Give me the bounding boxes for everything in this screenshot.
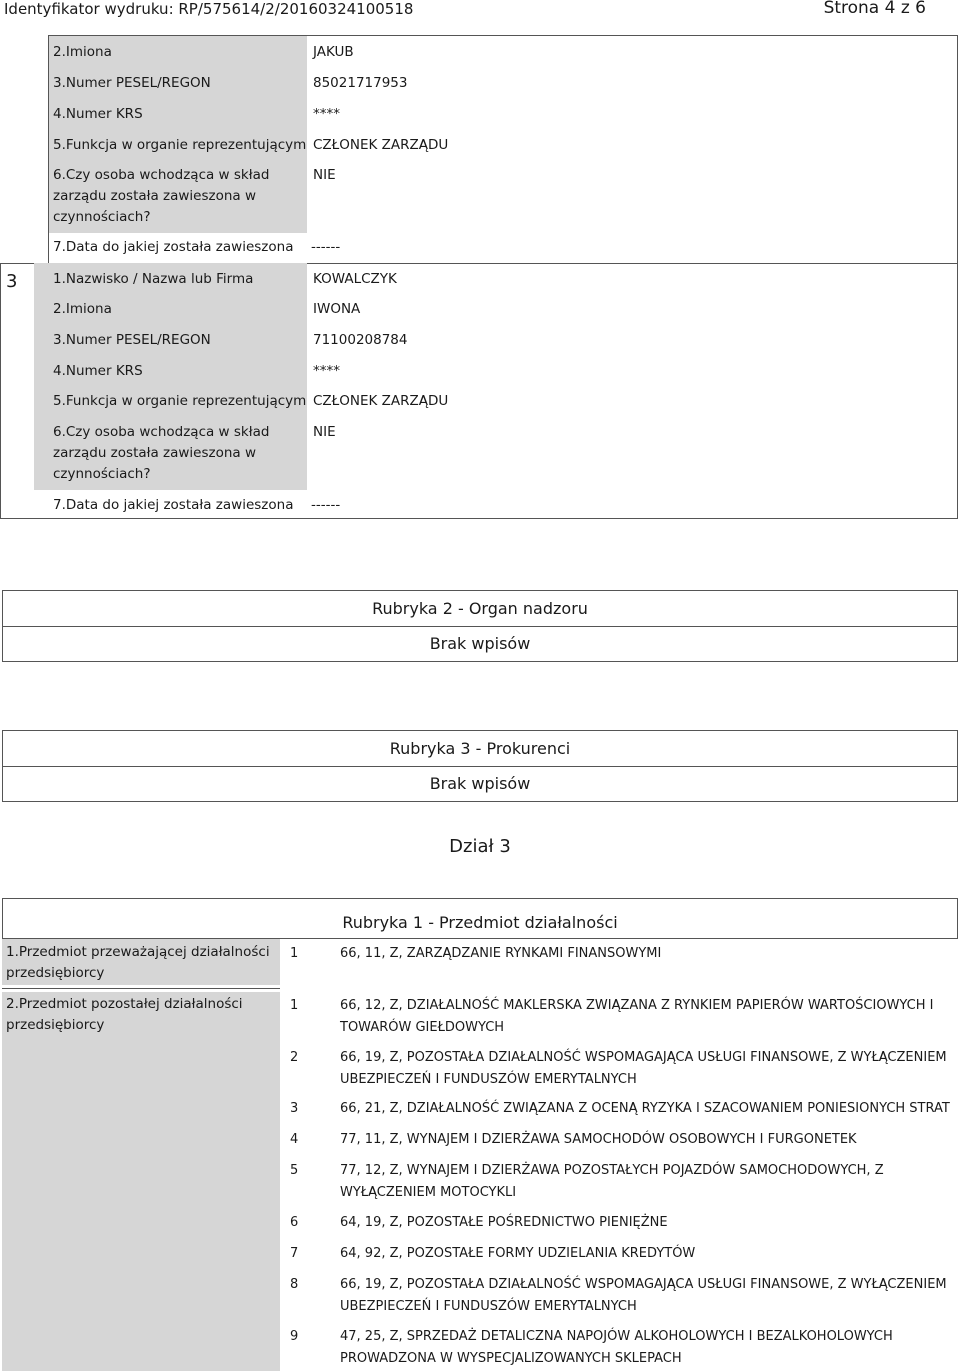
rubryka-1-title: Rubryka 1 - Przedmiot działalności [2,898,958,938]
main-activity-label: 1.Przedmiot przeważającej działalności przedsiębiorcy [6,944,270,981]
person3-label-funkcja: 5.Funkcja w organie reprezentującym [53,393,307,409]
other-activity-number: 9 [290,1329,299,1344]
rubryka-3-title: Rubryka 3 - Prokurenci [3,731,957,767]
other-activity-number: 7 [290,1246,299,1261]
main-activity-text: 66, 11, Z, ZARZĄDZANIE RYNKAMI FINANSOWYMI [340,946,662,961]
other-activity-number: 3 [290,1101,299,1116]
person2-value-krs: **** [313,106,340,122]
rubryka-2-title: Rubryka 2 - Organ nadzoru [3,591,957,627]
person-number: 3 [6,271,18,292]
other-activity-text: 64, 92, Z, POZOSTAŁE FORMY UDZIELANIA KREDYTÓW [340,1246,696,1261]
person3-value-zawieszona: NIE [313,424,336,440]
person3-value-funkcja: CZŁONEK ZARZĄDU [313,393,449,409]
person3-value-imiona: IWONA [313,301,361,317]
other-activity-text: 64, 19, Z, POZOSTAŁE POŚREDNICTWO PIENIĘŻNE [340,1215,668,1230]
person2-label-zawieszona: 6.Czy osoba wchodząca w skład zarządu została zawieszona w czynnościach? [53,167,270,225]
main-activity-number: 1 [290,946,299,961]
person3-value-nazwisko: KOWALCZYK [313,271,397,287]
other-activity-label-cell [2,992,280,1371]
other-activity-number: 8 [290,1277,299,1292]
other-activity-text: 66, 12, Z, DZIAŁALNOŚĆ MAKLERSKA ZWIĄZANA Z RYNKIEM PAPIERÓW WARTOŚCIOWYCH I TOWARÓW GIEŁDOWYCH [340,998,934,1035]
print-identifier: Identyfikator wydruku: RP/575614/2/20160324100518 [4,0,414,18]
person3-label-data: 7.Data do jakiej została zawieszona [53,497,294,513]
person2-value-zawieszona: NIE [313,167,336,183]
dzial-3-heading: Dział 3 [449,836,511,857]
person3-value-pesel: 71100208784 [313,332,408,348]
other-activity-text: 77, 12, Z, WYNAJEM I DZIERŻAWA POZOSTAŁYCH POJAZDÓW SAMOCHODOWYCH, Z WYŁĄCZENIEM MOTOCYKLI [340,1163,884,1200]
person-number-cell [0,263,34,519]
person3-value-data: ------ [311,497,341,513]
divider [0,518,958,519]
rubryka-2-body: Brak wpisów [429,634,531,653]
person3-label-nazwisko: 1.Nazwisko / Nazwa lub Firma [53,271,254,287]
person2-value-imiona: JAKUB [313,44,354,60]
other-activity-number: 4 [290,1132,299,1147]
person2-value-data: ------ [311,239,341,255]
person2-value-funkcja: CZŁONEK ZARZĄDU [313,137,449,153]
other-activity-number: 5 [290,1163,299,1178]
divider [48,35,958,36]
person3-label-pesel: 3.Numer PESEL/REGON [53,332,211,348]
person2-label-funkcja: 5.Funkcja w organie reprezentującym [53,137,307,153]
person2-label-data: 7.Data do jakiej została zawieszona [53,239,294,255]
rubryka-3-body: Brak wpisów [429,774,531,793]
person3-label-krs: 4.Numer KRS [53,363,143,379]
other-activity-text: 47, 25, Z, SPRZEDAŻ DETALICZNA NAPOJÓW ALKOHOLOWYCH I BEZALKOHOLOWYCH PROWADZONA W WYSPECJALIZOWANYCH SKLEPACH [340,1329,893,1366]
other-activity-text: 66, 19, Z, POZOSTAŁA DZIAŁALNOŚĆ WSPOMAGAJĄCA USŁUGI FINANSOWE, Z WYŁĄCZENIEM UBEZPIECZEŃ I FUNDUSZÓW EMERYTALNYCH [340,1277,947,1314]
other-activity-number: 6 [290,1215,299,1230]
divider [957,35,958,263]
page-number: Strona 4 z 6 [823,0,926,18]
person2-label-imiona: 2.Imiona [53,44,112,60]
person2-label-pesel: 3.Numer PESEL/REGON [53,75,211,91]
person3-value-krs: **** [313,363,340,379]
divider [2,988,280,989]
other-activity-label: 2.Przedmiot pozostałej działalności przedsiębiorcy [6,996,243,1033]
other-activity-text: 66, 19, Z, POZOSTAŁA DZIAŁALNOŚĆ WSPOMAGAJĄCA USŁUGI FINANSOWE, Z WYŁĄCZENIEM UBEZPIECZEŃ I FUNDUSZÓW EMERYTALNYCH [340,1050,947,1087]
person3-label-zawieszona: 6.Czy osoba wchodząca w skład zarządu została zawieszona w czynnościach? [53,424,270,482]
person2-label-krs: 4.Numer KRS [53,106,143,122]
divider [957,263,958,519]
other-activity-number: 2 [290,1050,299,1065]
other-activity-number: 1 [290,998,299,1013]
rubryka-2-section [2,590,958,662]
rubryka-3-section [2,730,958,802]
person2-value-pesel: 85021717953 [313,75,408,91]
person3-label-imiona: 2.Imiona [53,301,112,317]
other-activity-text: 77, 11, Z, WYNAJEM I DZIERŻAWA SAMOCHODÓW OSOBOWYCH I FURGONETEK [340,1132,857,1147]
other-activity-text: 66, 21, Z, DZIAŁALNOŚĆ ZWIĄZANA Z OCENĄ RYZYKA I SZACOWANIEM PONIESIONYCH STRAT [340,1101,950,1116]
divider [48,35,49,263]
